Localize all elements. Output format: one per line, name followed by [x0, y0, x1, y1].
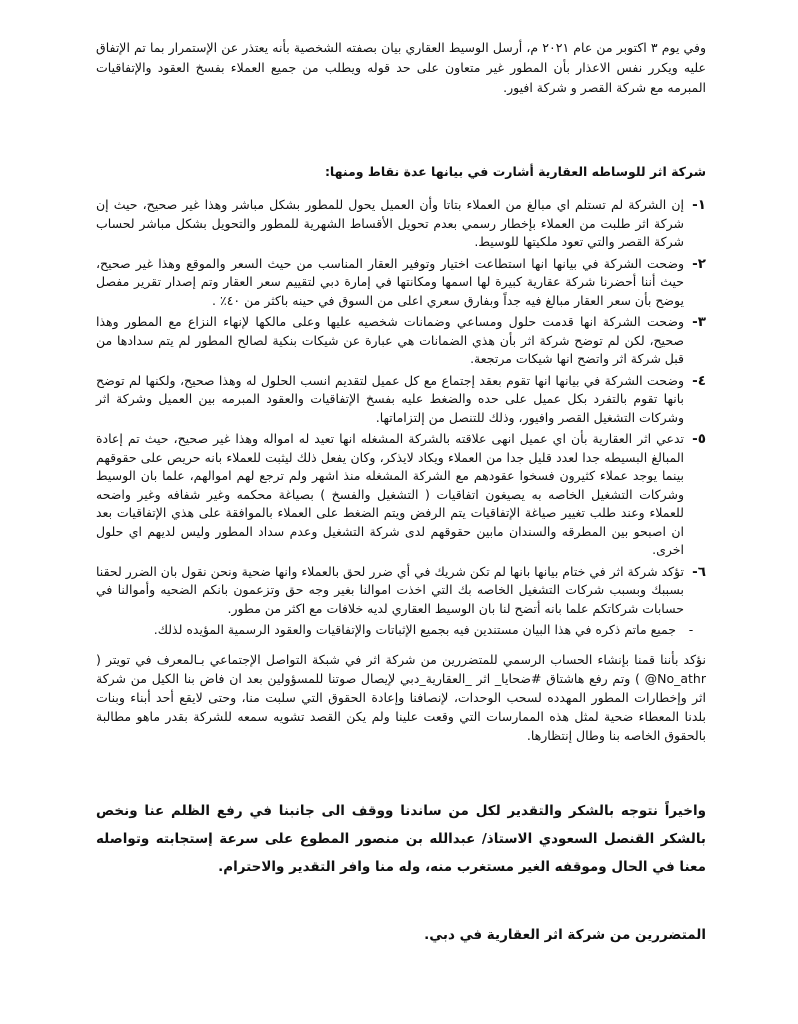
evidence-note-text: جميع ماتم ذكره في هذا البيان مستندين فيه بجميع الإثباتات والإتفاقيات والعقود الرسمية المؤيده لذلك.: [153, 622, 676, 637]
point-text: وضحت الشركة انها قدمت حلول ومساعي وضمانات شخصيه عليها وعلى مالكها لإنهاء النزاع مع المطور وهذا صحيح، لكن لم توضح شركة اثر بأن هذي الضمانات هي عبارة عن شيكات بنكية لصالح المطور لم يتم سدادها من قبل شركة اثر واتضح انها شيكات مرتجعة.: [96, 314, 684, 366]
point-text: وضحت الشركة في بيانها انها استطاعت اختيار وتوفير العقار المناسب من حيث السعر والموقع وهذا غير صحيح، حيث أننا أحضرنا شركة عقارية كبيرة لها اسمها ومكانتها في إمارة دبي لتقييم سعر العقار وتم إصدار تقرير مفصل يوضح بأن سعر العقار مبالغ فيه جداً وبفارق سعري اعلى من السوق في حينه باكثر من ٤٠٪ .: [96, 255, 684, 308]
signature: المتضررين من شركة اثر العقارية في دبي.: [424, 926, 706, 943]
dash-bullet: -: [688, 622, 694, 637]
point-text: تدعي اثر العقارية بأن اي عميل انهى علاقته بالشركة المشغله انها تعيد له امواله وهذا غير صحيح، حيث تم إعادة المبالغ البسيطه جدا لعدد قليل جدا من العملاء ويكاد لايذكر، وكان يفعل ذلك ليثبت للعملاء بانه حريص على حقوقهم بينما يوجد عملاء كثيرون فسخوا عقودهم مع الشركة المشغله منذ اشهر ولم ترجع لهم اموالهم، علما بان الوسيط وشركات التشغيل الخاصه به يصيغون اتفاقيات ( التشغيل والفسخ ) بصياغة محكمه وغير شفافه وغير واضحه للعملاء وعند طلب تغيير صياغة الإتفاقيات يتم الرفض ويتم الضغط على العملاء بالموافقة على هذي الإتفاقيات بعد ان اصبحو بين المطرقه والسندان مابين حقوقهم لدى شركة التشغيل وعدم سداد المطور وليس لديهم اي حلول اخرى.: [96, 431, 684, 557]
point-number: ١-: [692, 197, 706, 213]
points-list: [96, 196, 706, 618]
point-text: وضحت الشركة في بيانها انها تقوم بعقد إجتماع مع كل عميل لتقديم انسب الحلول له وهذا صحيح، ولكنها لم توضح بانها تقوم بالتفرد بكل عميل على حده والضغط عليه بفسخ الإتفاقيات والعقود المبرمه بين العميل وشركة اثر وشركات التشغيل القصر وافيور، وذلك للتنصل من إلتزاماتها.: [96, 372, 684, 425]
point-number: ٦-: [692, 563, 706, 580]
point-number: ٥-: [692, 431, 706, 447]
point-item-2: [96, 255, 706, 311]
point-text: تؤكد شركة اثر في ختام بيانها بانها لم تكن شريك في أي ضرر لحق بالعملاء وانها ضحية ونحن نقول بان الضرر لحقنا بسببك وبسبب شركات التشغيل الخاصه بك التي اخذت اموالنا بغير وجه حق وتزعمون بانكم الضحيه وأموالنا في حسابات شركاتكم علما بانه أتضح لنا بان الوسيط العقاري لديه خلافات مع اكثر من مطور.: [96, 563, 684, 616]
thanks-paragraph: واخيراً نتوجه بالشكر والتقدير لكل من ساندنا ووقف الى جانبنا في رفع الظلم عنا ونخص بالشكر القنصل السعودي الاستاذ/ عبدالله بن منصور المطوع على سرعة إستجابته وتواصله معنا في الحال وموقفه الغير مستغرب منه، وله منا وافر التقدير والاحترام.: [96, 802, 706, 875]
point-text: إن الشركة لم تستلم اي مبالغ من العملاء بتاتا وأن العميل يحول للمطور بشكل مباشر وهذا غير صحيح، حيث إن شركة اثر طلبت من العملاء بإخطار رسمي بعدم تحويل الأقساط الشهرية للمطور والتحويل بشكل مباشر لحساب شركة القصر والتي تعود ملكيتها للوسيط.: [96, 197, 684, 249]
twitter-paragraph-rest: ) وتم رفع هاشتاق #ضحايا_ اثر _العقارية_دبي لإيصال صوتنا للمسؤولين بعد ان فاض بنا الكيل من شركة اثر وإخطارات المطور المهدده لسحب الوحدات، لإنصافنا وإعادة الحقوق التي سلبت منا، وحتى لايقع أحد أبناء وبنات بلدنا المعطاء ضحية لمثل هذه الممارسات التي وقعت علينا ولم يكن القصد تشويه سمعه للشركة بقدر ماهو مطالبة بالحقوق الخاصه بنا وطال إنتظارها.: [96, 670, 706, 743]
point-number: ٣-: [692, 314, 706, 330]
point-item-5: [96, 430, 706, 560]
point-number: ٤-: [692, 372, 706, 389]
twitter-handle: @No_athr: [644, 670, 706, 686]
twitter-paragraph: [96, 650, 706, 745]
twitter-paragraph-lead: نؤكد بأننا قمنا بإنشاء الحساب الرسمي للمتضررين من شركة اثر في شبكة التواصل الإجتماعي بـالمعرف في تويتر (: [96, 651, 706, 667]
point-item-3: [96, 313, 706, 369]
evidence-note: [96, 621, 706, 640]
point-item-1: [96, 196, 706, 252]
intro-paragraph: وفي يوم ٣ اكتوبر من عام ٢٠٢١ م، أرسل الوسيط العقاري بيان بصفته الشخصية بأنه يعتذر عن الإستمرار بما تم الإتفاق عليه ويكرر نفس الاعذار بأن المطور غير متعاون على حد قوله ويطلب من جميع العملاء بفسخ العقود والإتفاقيات المبرمه مع شركة القصر و شركة افيور.: [96, 40, 706, 95]
point-number: ٢-: [692, 255, 706, 272]
point-item-6: [96, 563, 706, 619]
points-heading: شركة اثر للوساطه العقارية أشارت في بيانها عدة نقاط ومنها:: [324, 164, 706, 179]
point-item-4: [96, 372, 706, 428]
